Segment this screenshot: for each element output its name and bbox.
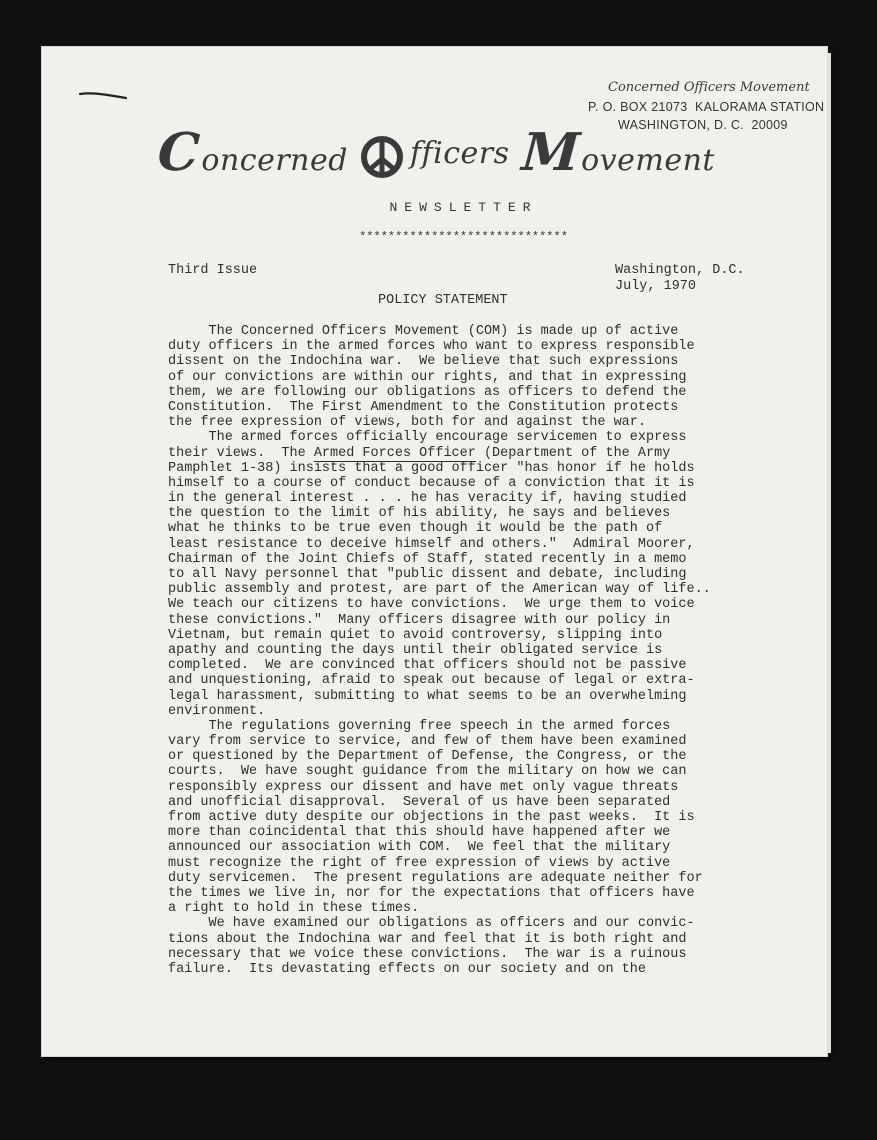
body-line-text: (Department of the Army: [475, 445, 671, 461]
body-line: failure. Its devastating effects on our society and on the: [168, 961, 646, 977]
body-line: more than coincidental that this should have happened after we: [168, 825, 671, 841]
issue-number: Third Issue: [168, 263, 258, 278]
body-line: a right to hold in these times.: [168, 901, 420, 917]
body-line: apathy and counting the days until their obligated service is: [168, 642, 663, 658]
body-line: of our convictions are within our rights, and that in expressing: [168, 369, 687, 385]
dateline-city: Washington, D.C.: [615, 263, 745, 278]
body-line: and unofficial disapproval. Several of us have been separated: [168, 794, 671, 810]
body-line: least resistance to deceive himself and others." Admiral Moorer,: [168, 536, 695, 552]
body-line: from active duty despite our objections in the past weeks. It is: [168, 810, 695, 825]
masthead-logo: [155, 118, 718, 188]
dateline: [615, 263, 745, 294]
body-line: announced our association with COM. We feel that the military: [168, 840, 671, 856]
underlined-title: Armed Forces Officer: [313, 445, 476, 461]
body-line: We teach our citizens to have convictions. We urge them to voice: [168, 597, 695, 613]
body-line: duty servicemen. The present regulations are adequate neither for: [168, 870, 703, 886]
body-line: the times we live in, nor for the expectations that officers have: [168, 885, 695, 901]
masthead-word-concerned: C oncerned: [155, 122, 348, 183]
body-line: Constitution. The First Amendment to the Constitution protects: [168, 399, 679, 415]
body-line: courts. We have sought guidance from the military on how we can: [168, 764, 687, 780]
stamp-po-box: P. O. BOX 21073 KALORAMA STATION: [588, 100, 825, 114]
body-line: them, we are following our obligations as officers to defend the: [168, 384, 687, 400]
body-line: The Concerned Officers Movement (COM) is made up of active: [168, 324, 679, 339]
body-line-text: their views. The: [168, 445, 314, 461]
body-line: the free expression of views, both for and against the war.: [168, 415, 646, 431]
body-line: necessary that we voice these convictions. The war is a ruinous: [168, 946, 687, 962]
body-line: completed. We are convinced that officers should not be passive: [168, 658, 687, 674]
body-line: We have examined our obligations as officers and our convic-: [168, 916, 695, 932]
body-line: the question to the limit of his ability, he says and believes: [168, 506, 671, 522]
body-line: [168, 446, 808, 461]
body-line: Chairman of the Joint Chiefs of Staff, stated recently in a memo: [168, 551, 687, 567]
body-line: dissent on the Indochina war. We believe that such expressions: [168, 354, 679, 370]
body-line: duty officers in the armed forces who want to express responsible: [168, 339, 695, 355]
body-line: vary from service to service, and few of them have been examined: [168, 734, 687, 750]
stamp-signature: Concerned Officers Movement: [608, 80, 810, 95]
body-line: or questioned by the Department of Defense, the Congress, or the: [168, 749, 687, 765]
star-divider: *****************************: [359, 230, 568, 244]
masthead-word-movement: M ovement: [519, 122, 715, 183]
body-line: what he thinks to be true even though it would be the path of: [168, 521, 663, 537]
body-line: and unquestioning, afraid to speak out because of legal or extra-: [168, 673, 695, 689]
body-line: legal harassment, submitting to what seems to be an overwhelming: [168, 688, 687, 704]
peace-symbol-icon: [360, 135, 404, 179]
body-line: to all Navy personnel that "public dissent and debate, including: [168, 567, 687, 582]
body-line: environment.: [168, 703, 266, 719]
body-line: these convictions." Many officers disagree with our policy in: [168, 612, 671, 628]
body-line: Pamphlet 1-38) insists that a good officer "has honor if he holds: [168, 460, 695, 476]
body-line: responsibly express our dissent and have met only vague threats: [168, 779, 679, 795]
body-line: public assembly and protest, are part of the American way of life..: [168, 582, 711, 598]
policy-statement-body: [168, 324, 808, 977]
body-line: The armed forces officially encourage servicemen to express: [168, 430, 687, 446]
section-heading: POLICY STATEMENT: [378, 293, 508, 308]
body-line: must recognize the right of free expression of views by active: [168, 855, 671, 871]
dateline-date: July, 1970: [615, 278, 697, 294]
body-line: Vietnam, but remain quiet to avoid controversy, slipping into: [168, 627, 663, 643]
body-line: himself to a course of conduct because of a conviction that it is: [168, 475, 695, 491]
newsletter-label: NEWSLETTER: [389, 200, 538, 215]
body-line: tions about the Indochina war and feel that it is both right and: [168, 931, 687, 947]
stamp-city: WASHINGTON, D. C. 20009: [618, 118, 788, 132]
pen-mark: [78, 88, 130, 102]
body-line: The regulations governing free speech in the armed forces: [168, 718, 671, 734]
body-line: in the general interest . . . he has veracity if, having studied: [168, 491, 687, 507]
masthead-word-officers: fficers: [409, 135, 510, 171]
